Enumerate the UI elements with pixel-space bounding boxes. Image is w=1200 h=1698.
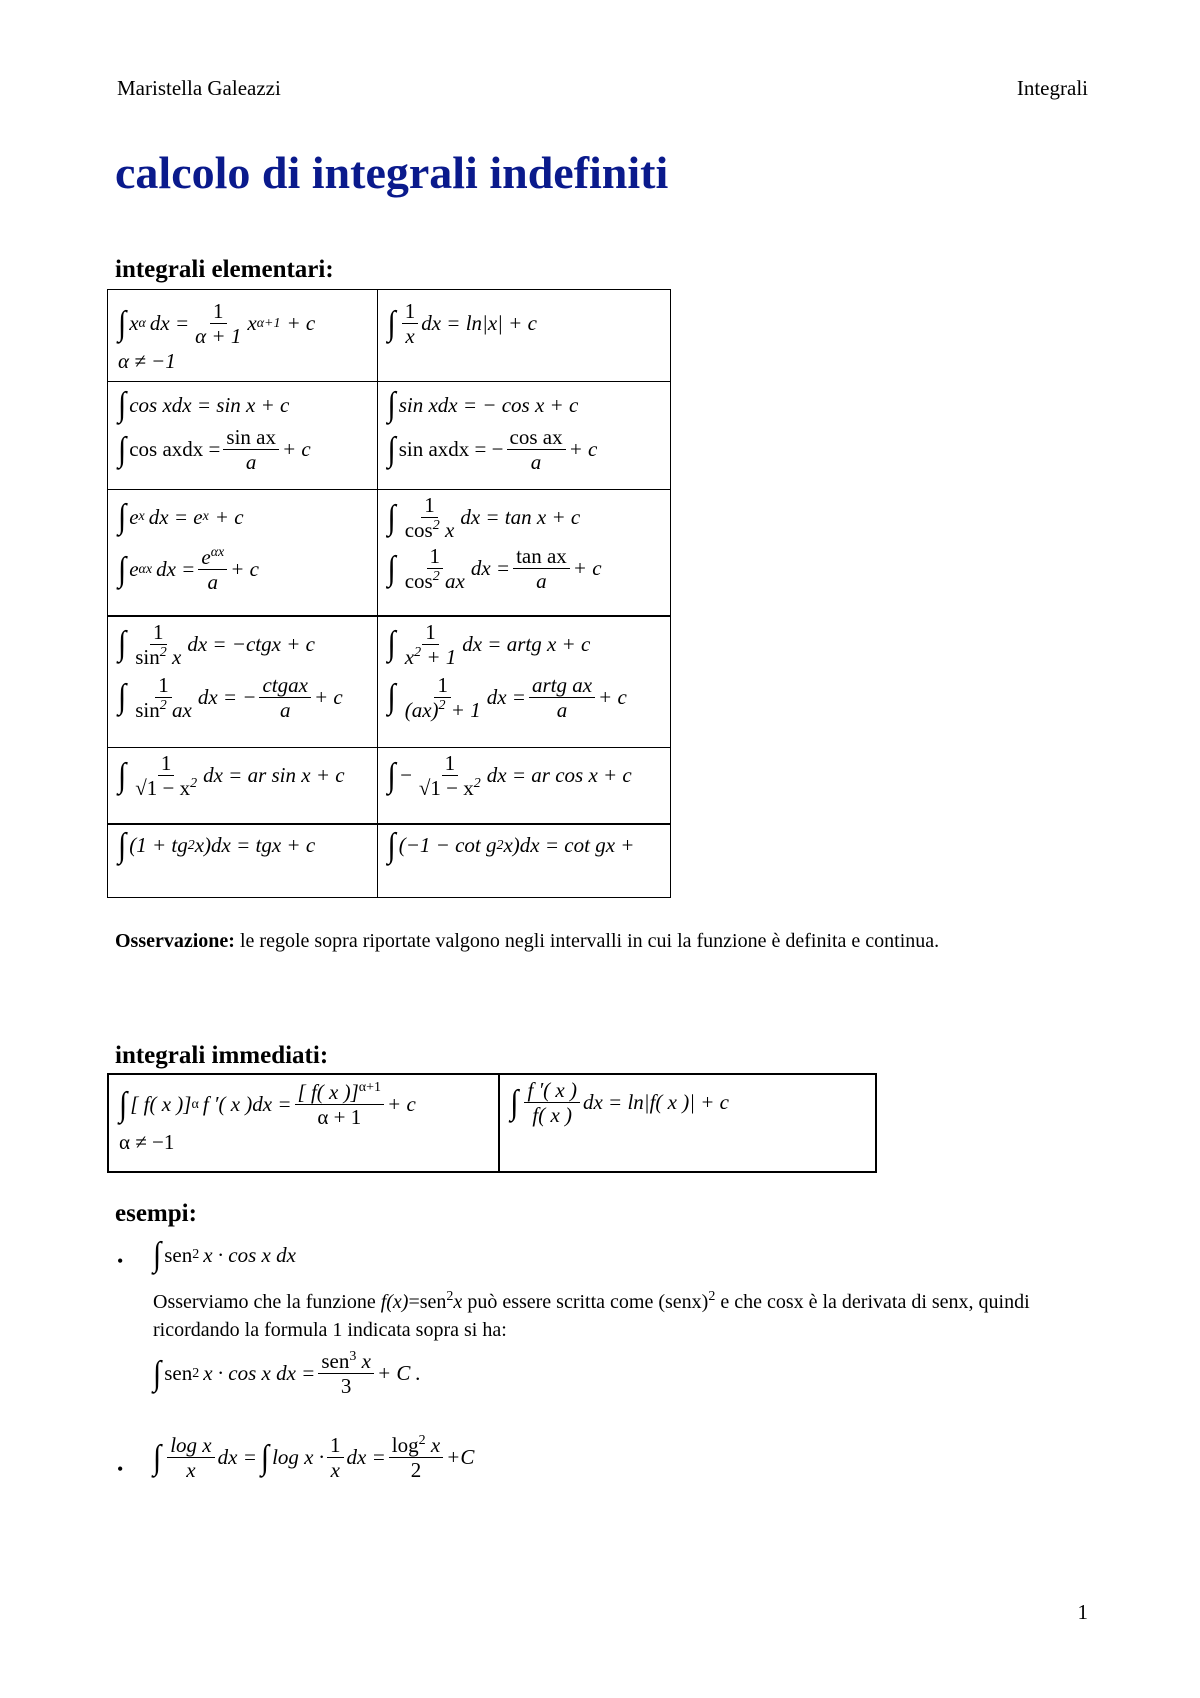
formula-part: dx =: [217, 1445, 257, 1470]
fraction-numerator-var: x: [361, 1349, 371, 1373]
fraction-numerator: 1: [427, 545, 444, 569]
fraction-denominator: x: [404, 644, 415, 669]
observation-text: le regole sopra riportate valgono negli intervalli in cui la funzione è definita e continua.: [234, 930, 940, 952]
formula-part: sen: [164, 1361, 193, 1386]
formula-cell: ∫ e x dx = e x + c ∫ e αx dx = $\frac{e^{\alpha x}}{a}$ + c: [108, 490, 378, 616]
example-1-result: ∫ sen 2 x · cos x dx = $\frac{sen^3 x}{3}$ + C .: [153, 1349, 421, 1399]
text-exponent: 2: [446, 1289, 454, 1304]
fraction-denominator: a: [536, 569, 547, 594]
fraction-denominator: 3: [340, 1374, 352, 1399]
formula-part: + c: [568, 437, 598, 462]
formula-part: x · cos x dx =: [203, 1361, 316, 1386]
integral-sign: ∫: [260, 1437, 270, 1476]
fraction-denominator: x: [405, 324, 415, 349]
formula-cell: ∫ (1 + tg 2 x)dx = tgx + c: [108, 824, 378, 898]
formula-part: +C: [446, 1445, 475, 1470]
section-heading-elementari: integrali elementari:: [115, 256, 334, 283]
header-topic: Integrali: [1016, 76, 1088, 100]
fraction-denominator: a: [530, 450, 542, 475]
formula-part: dx =: [470, 556, 511, 581]
fraction-numerator: 1: [155, 674, 172, 698]
formula-part: dx = e: [148, 504, 203, 529]
formula-part: + c: [230, 557, 259, 582]
integral-sign: ∫: [153, 1235, 162, 1274]
text-span: x: [453, 1291, 463, 1313]
fraction-numerator: 1: [422, 621, 439, 645]
fraction-denominator: cos: [404, 569, 433, 594]
formula-part: sin axdx = −: [398, 437, 504, 462]
integral-sign: ∫: [153, 1353, 162, 1392]
formula-part: + c: [387, 1092, 416, 1117]
fraction-denominator-var: + 1: [426, 644, 457, 669]
formula-part: + c: [313, 684, 343, 709]
formula-part: −: [398, 763, 413, 788]
fraction-denominator: (ax): [404, 697, 439, 722]
formula-part: (1 + tg: [129, 833, 188, 857]
formula-exponent: 2: [432, 569, 440, 585]
observation-label: Osservazione:: [115, 930, 235, 952]
formula-part: + c: [598, 684, 627, 709]
fraction-numerator: artg ax: [529, 674, 595, 698]
integral-sign: ∫: [118, 303, 127, 342]
formula-cell: [108, 382, 378, 490]
fraction-denominator: a: [245, 450, 257, 475]
bullet-icon: •: [117, 1251, 124, 1271]
fraction-denominator-var: ax: [444, 569, 465, 594]
fraction-numerator: [ f( x )]: [297, 1080, 359, 1104]
formula-cell: ∫ (−1 − cot g 2 x)dx = cot gx +: [377, 824, 670, 898]
formula-exponent: 2: [159, 644, 167, 660]
page-title: calcolo di integrali indefiniti: [115, 147, 669, 198]
fraction-denominator-var: + 1: [450, 697, 481, 722]
table-integrali-immediati: [107, 1073, 877, 1173]
integral-sign: ∫: [387, 825, 396, 864]
fraction-numerator: log x: [167, 1434, 214, 1458]
fraction-numerator: tan ax: [513, 545, 570, 569]
formula-cell: [377, 748, 670, 824]
fraction-denominator: f( x ): [532, 1103, 573, 1128]
formula-part: dx = −: [197, 684, 257, 709]
formula-cell: [499, 1074, 876, 1172]
formula-cell: [377, 490, 670, 616]
fraction-denominator: a: [556, 697, 568, 722]
formula-part: dx =: [486, 684, 526, 709]
formula-part: dx = ar cos x + c: [486, 763, 632, 788]
section-heading-esempi: esempi:: [115, 1200, 197, 1227]
formula-exponent: 2: [432, 518, 440, 534]
table-integrali-elementari: [107, 289, 671, 898]
formula-part: x)dx = tgx + c: [194, 833, 316, 857]
formula-exponent: 3: [349, 1349, 357, 1364]
formula-cell: [377, 616, 670, 748]
fraction-numerator: 1: [158, 752, 175, 776]
formula-cell: ∫ x α dx = $\frac{1}{\alpha + 1}$ x α+1 + c α ≠ −1: [108, 290, 378, 382]
formula-exponent: α+1: [358, 1080, 382, 1095]
text-span: Osserviamo che la funzione: [153, 1291, 381, 1313]
formula-part: dx = artg x + c: [462, 631, 591, 656]
table-row: [108, 616, 671, 748]
formula-cell: [108, 748, 378, 824]
fraction-denominator: α + 1: [195, 324, 242, 349]
formula-part: cos xdx = sin x + c: [129, 392, 290, 417]
text-span: =sen: [408, 1291, 447, 1313]
integral-sign: ∫: [387, 497, 396, 536]
example-1-expression: ∫ sen 2 x · cos x dx: [153, 1235, 296, 1274]
fraction-denominator: √1 − x: [418, 776, 474, 801]
formula-exponent: 2: [473, 776, 481, 792]
integral-sign: ∫: [118, 755, 127, 794]
example-1-explanation: [153, 1288, 1098, 1344]
fraction-numerator: ctgax: [259, 674, 310, 698]
table-row: [108, 824, 671, 898]
formula-cell: ∫ [ f( x )] α f ′( x )dx = $\frac{[ f( x )]^{\alpha+1}}{\alpha + 1}$ + c α ≠ −1: [108, 1074, 499, 1172]
integral-sign: ∫: [387, 624, 396, 663]
table-row: [108, 290, 671, 382]
fraction-denominator: cos: [404, 518, 433, 543]
formula-part: (−1 − cot g: [398, 833, 497, 857]
formula-condition: α ≠ −1: [118, 349, 176, 374]
integral-sign: ∫: [387, 429, 396, 468]
formula-exponent: 2: [414, 644, 422, 660]
table-row: [108, 748, 671, 824]
fraction-denominator-var: x: [444, 518, 455, 543]
integral-sign: ∫: [118, 624, 127, 663]
formula-exponent: 2: [438, 697, 446, 713]
fraction-denominator: √1 − x: [135, 776, 191, 801]
fraction-numerator: 1: [434, 674, 451, 698]
formula-cell: [108, 616, 378, 748]
formula-part: dx =: [156, 557, 196, 582]
integral-sign: ∫: [118, 549, 127, 588]
formula-part: sin xdx = − cos x + c: [398, 392, 579, 417]
fraction-numerator: e: [201, 545, 211, 569]
fraction-numerator: 1: [421, 494, 438, 518]
formula-part: [ f( x )]: [130, 1092, 192, 1117]
table-row: [108, 382, 671, 490]
fraction-numerator: f ′( x ): [524, 1079, 580, 1103]
formula-part: x: [129, 311, 139, 336]
integral-sign: ∫: [387, 677, 396, 716]
fraction-numerator-var: x: [430, 1433, 441, 1457]
formula-part: dx = ln|f( x )| + c: [582, 1090, 729, 1115]
formula-exponent: αx: [210, 545, 225, 560]
formula-part: dx = −ctgx + c: [187, 631, 315, 656]
formula-part: x · cos x dx: [203, 1242, 296, 1267]
formula-exponent: 2: [418, 1433, 426, 1448]
integral-sign: ∫: [118, 497, 127, 536]
formula-exponent: 2: [159, 697, 167, 713]
formula-part: + c: [214, 504, 244, 529]
formula-part: + c: [286, 311, 316, 336]
formula-cell: [377, 382, 670, 490]
formula-part: f ′( x )dx =: [202, 1092, 292, 1117]
formula-part: log x ·: [272, 1445, 324, 1470]
integral-sign: ∫: [387, 385, 396, 424]
integral-sign: ∫: [118, 429, 127, 468]
text-span: f(x): [380, 1291, 409, 1313]
fraction-numerator: 1: [327, 1434, 344, 1458]
formula-cell: [377, 290, 670, 382]
formula-part: dx = ar sin x + c: [203, 763, 345, 788]
fraction-numerator: cos ax: [507, 426, 566, 450]
formula-part: e: [129, 557, 139, 582]
fraction-denominator-var: ax: [171, 697, 192, 722]
text-span: può essere scritta come (senx): [462, 1291, 709, 1313]
fraction-numerator: 1: [150, 621, 167, 645]
section-heading-immediati: integrali immediati:: [115, 1042, 329, 1069]
formula-part: dx =: [346, 1445, 386, 1470]
text-exponent: 2: [708, 1289, 716, 1304]
formula-condition: α ≠ −1: [119, 1130, 175, 1155]
page-number: 1: [1077, 1600, 1088, 1624]
fraction-denominator: x: [330, 1458, 340, 1483]
fraction-denominator: 2: [410, 1458, 422, 1483]
fraction-denominator: α + 1: [317, 1105, 362, 1130]
bullet-icon: •: [117, 1459, 124, 1479]
formula-part: sen: [164, 1242, 193, 1267]
formula-part: dx =: [149, 311, 190, 336]
table-row: [108, 1074, 876, 1172]
integral-sign: ∫: [119, 1084, 128, 1123]
integral-sign: ∫: [387, 755, 396, 794]
integral-sign: ∫: [153, 1437, 162, 1476]
text-span: e che cosx è la derivata di senx, quindi ricordando la formula 1 indicata sopra si ha:: [153, 1291, 1030, 1341]
integral-sign: ∫: [387, 549, 396, 588]
fraction-numerator: log: [391, 1433, 419, 1457]
integral-sign: ∫: [118, 677, 127, 716]
fraction-denominator: sin: [135, 644, 160, 669]
integral-sign: ∫: [118, 385, 127, 424]
formula-part: + c: [572, 556, 602, 581]
fraction-denominator: a: [279, 697, 291, 722]
fraction-numerator: 1: [402, 300, 419, 324]
formula-part: cos axdx =: [129, 437, 221, 462]
formula-part: + C .: [376, 1361, 421, 1386]
formula-part: dx = ln|x| + c: [421, 311, 537, 336]
formula-exponent: 2: [190, 776, 198, 792]
formula-part: x)dx = cot gx +: [503, 833, 635, 857]
fraction-numerator: sin ax: [223, 426, 279, 450]
fraction-numerator: 1: [210, 300, 227, 324]
fraction-denominator: sin: [135, 697, 160, 722]
fraction-denominator-var: x: [171, 644, 182, 669]
example-2-expression: [153, 1434, 474, 1481]
formula-part: + c: [281, 437, 311, 462]
formula-part: x: [247, 311, 257, 336]
observation-paragraph: [115, 927, 1095, 955]
fraction-numerator: 1: [442, 752, 459, 776]
formula-part: dx = tan x + c: [460, 505, 581, 530]
fraction-denominator: x: [186, 1458, 196, 1483]
fraction-denominator: a: [207, 570, 219, 595]
integral-sign: ∫: [118, 825, 127, 864]
integral-sign: ∫: [387, 303, 396, 342]
table-row: [108, 490, 671, 616]
integral-sign: ∫: [510, 1082, 519, 1121]
fraction-numerator: sen: [321, 1349, 350, 1373]
header-author: Maristella Galeazzi: [117, 76, 281, 100]
formula-part: e: [129, 504, 139, 529]
